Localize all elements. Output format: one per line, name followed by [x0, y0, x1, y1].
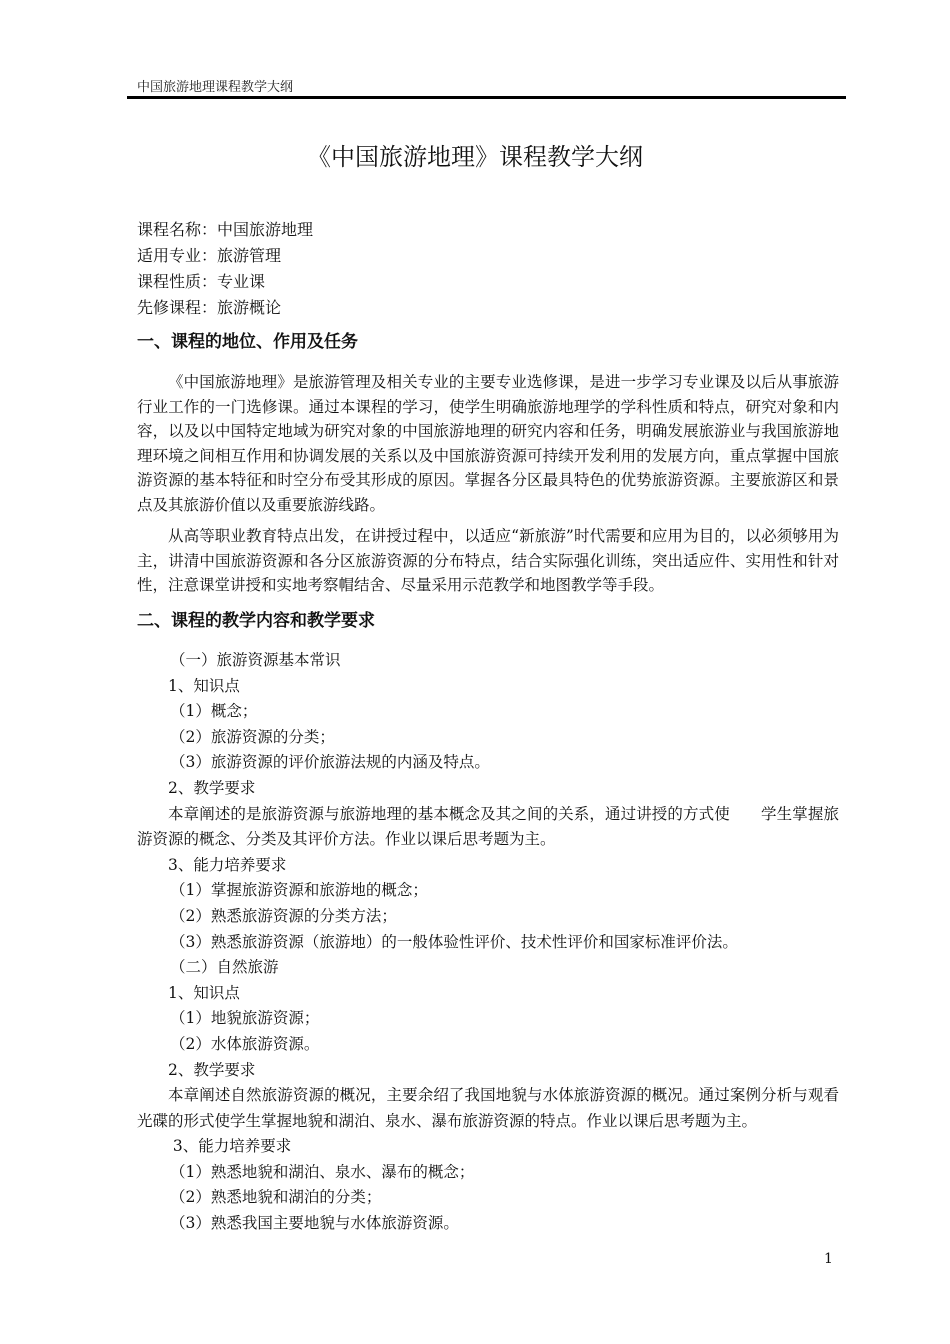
unit-2-knowledge-item: （2）水体旅游资源。	[170, 1034, 320, 1053]
course-major: 适用专业：旅游管理	[137, 246, 282, 265]
unit-2-ability-item: （2）熟悉地貌和湖泊的分类；	[170, 1188, 382, 1207]
unit-2-ability-heading: 3、能力培养要求	[168, 1137, 292, 1156]
unit-2-knowledge-item: （1）地貌旅游资源；	[170, 1009, 320, 1028]
unit-1-knowledge-item: （1）概念；	[170, 702, 258, 721]
section-1-paragraph-1: 《中国旅游地理》是旅游管理及相关专业的主要专业选修课，是进一步学习专业课及以后从事旅游行业工作的一门选修课。通过本课程的学习，使学生明确旅游地理学的学科性质和特点，研究对象和内容，以及以中国特定地域为研究对象的中国旅游地理的研究内容和任务，明确发展旅游业与我国旅游地理环境之间相互作用和协调发展的关系以及中国旅游资源可持续开发利用的发展方向，重点掌握中国旅游资源的基本特征和时空分布受其形成的原因。掌握各分区最具特色的优势旅游资源。主要旅游区和景点及其旅游价值以及重要旅游线路。	[137, 373, 839, 514]
section-2-content	[137, 648, 839, 1237]
course-name: 课程名称：中国旅游地理	[137, 220, 314, 239]
unit-2-title: （二）自然旅游	[170, 958, 279, 977]
unit-2-teaching-heading: 2、教学要求	[168, 1060, 256, 1079]
document-title: 《中国旅游地理》课程教学大纲	[307, 143, 643, 171]
running-header: 中国旅游地理课程教学大纲	[137, 80, 294, 95]
unit-1-title: （一）旅游资源基本常识	[170, 651, 341, 669]
page-number: 1	[824, 1251, 833, 1267]
unit-1-ability-item: （1）掌握旅游资源和旅游地的概念；	[170, 881, 428, 900]
course-meta	[137, 217, 313, 321]
unit-1-ability-item: （2）熟悉旅游资源的分类方法；	[170, 906, 397, 925]
unit-2-ability-item: （3）熟悉我国主要地貌与水体旅游资源。	[170, 1214, 459, 1233]
unit-1-knowledge-heading: 1、知识点	[168, 676, 240, 695]
course-prerequisite: 先修课程：旅游概论	[137, 298, 282, 317]
unit-1-teaching-heading: 2、教学要求	[168, 778, 256, 797]
unit-1-knowledge-item: （3）旅游资源的评价旅游法规的内涵及特点。	[170, 753, 490, 772]
course-nature: 课程性质：专业课	[137, 272, 266, 291]
section-1-paragraph-2: 从高等职业教育特点出发，在讲授过程中，以适应“新旅游”时代需要和应用为目的，以必须够用为主，讲清中国旅游资源和各分区旅游资源的分布特点，结合实际强化训练，突出适应件、实用性和针对性，注意课堂讲授和实地考察帽结舍、尽量采用示范教学和地图教学等手段。	[137, 527, 839, 595]
unit-1-ability-item: （3）熟悉旅游资源（旅游地）的一般体验性评价、技术性评价和国家标准评价法。	[170, 932, 738, 951]
header-rule	[127, 96, 846, 99]
unit-1-knowledge-item: （2）旅游资源的分类；	[170, 727, 335, 746]
section-2-heading: 二、课程的教学内容和教学要求	[137, 611, 375, 631]
section-1-heading: 一、课程的地位、作用及任务	[137, 332, 358, 352]
unit-2-teaching-text: 本章阐述自然旅游资源的概况，主要余绍了我国地貌与水体旅游资源的概况。通过案例分析与观看光碟的形式使学生掌握地貌和湖泊、泉水、瀑布旅游资源的特点。作业以课后思考题为主。	[137, 1086, 839, 1130]
unit-2-knowledge-heading: 1、知识点	[168, 983, 240, 1002]
unit-1-teaching-text: 本章阐述的是旅游资源与旅游地理的基本概念及其之间的关系，通过讲授的方式使 学生掌握旅游资源的概念、分类及其评价方法。作业以课后思考题为主。	[137, 804, 839, 849]
unit-2-ability-item: （1）熟悉地貌和湖泊、泉水、瀑布的概念；	[170, 1162, 475, 1181]
unit-1-ability-heading: 3、能力培养要求	[168, 855, 287, 874]
